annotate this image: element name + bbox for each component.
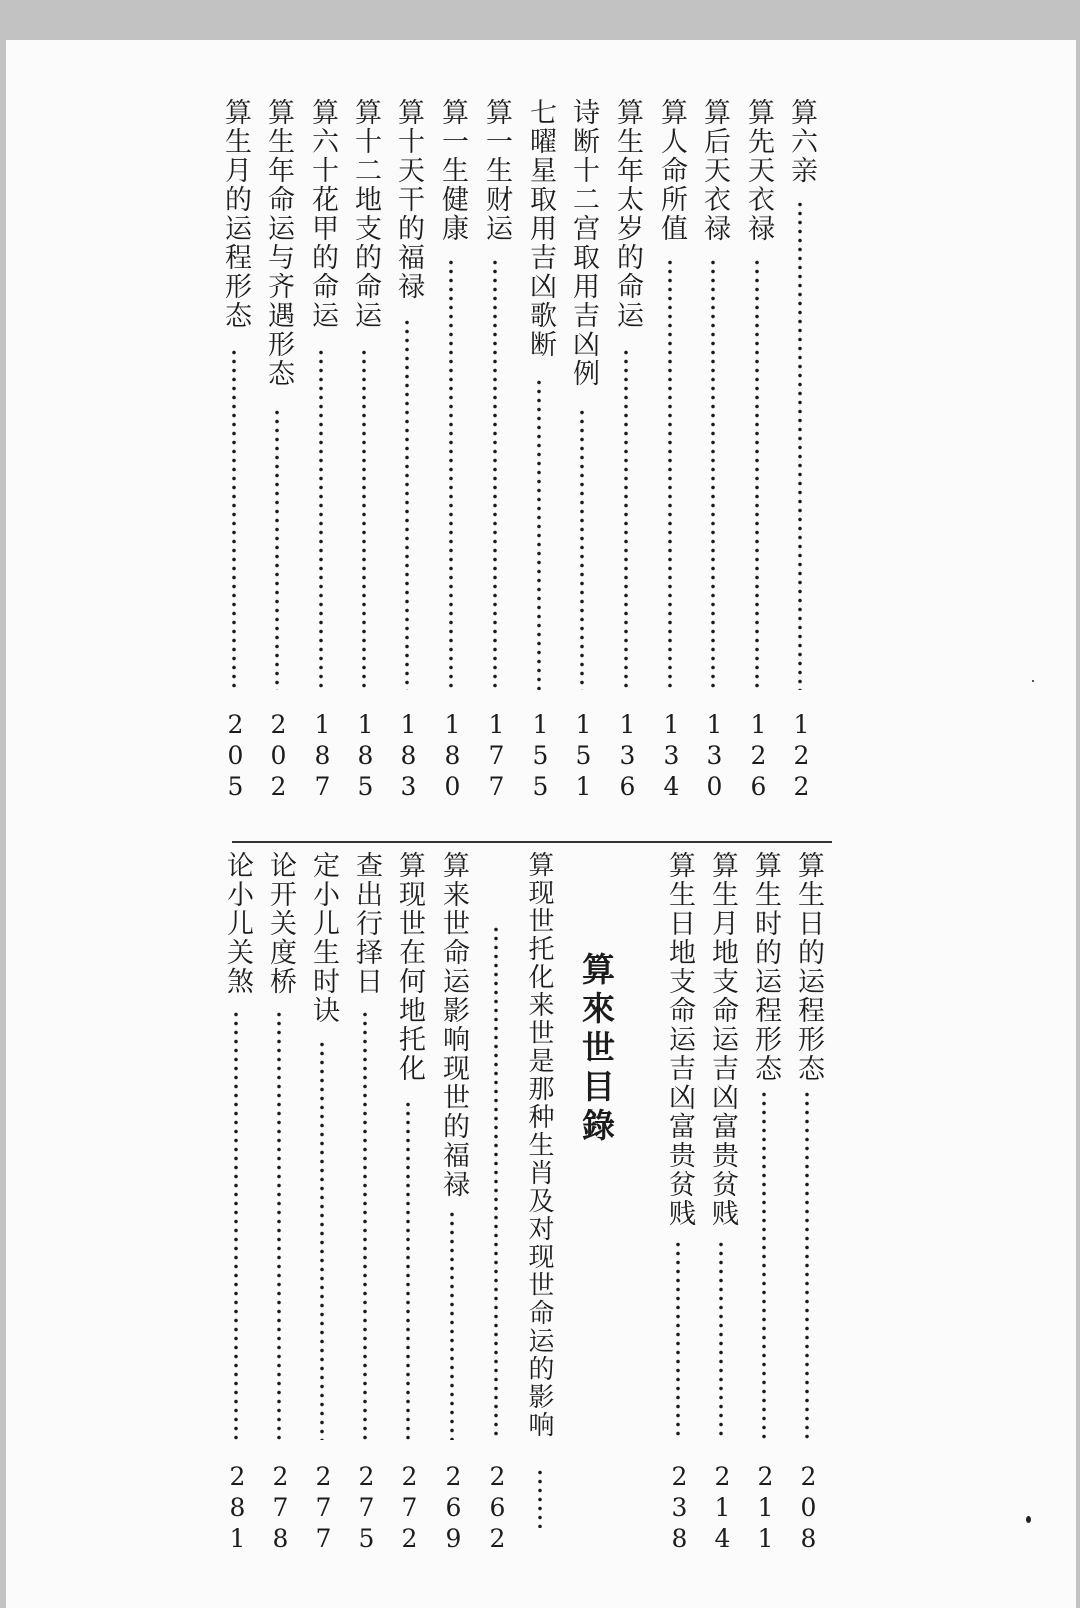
toc-entry-title: 算六亲: [786, 98, 817, 185]
leader-dots: [579, 408, 585, 690]
toc-entry-title: 算六十花甲的命运: [307, 98, 338, 330]
toc-entry-page: 211: [751, 1462, 780, 1555]
toc-entry-page: 208: [794, 1462, 823, 1555]
toc-entry-page: 185: [351, 710, 380, 803]
leader-dots: [362, 1010, 368, 1440]
toc-entry-page: 134: [657, 710, 686, 803]
toc-entry-title: 算后天衣禄: [699, 98, 730, 243]
toc-entry-page: 183: [394, 710, 423, 803]
leader-dots: [361, 348, 367, 690]
scan-speck: [1032, 680, 1034, 682]
leader-dots: [710, 258, 716, 690]
toc-entry-title: 定小儿生时诀: [308, 851, 339, 1025]
section-heading: 算來世目錄: [577, 952, 616, 1147]
leader-dots: [804, 1090, 810, 1440]
toc-entry-page: 205: [221, 710, 250, 803]
toc-entry-title: 算生时的运程形态: [750, 851, 781, 1083]
toc-entry-page: 177: [482, 710, 511, 803]
toc-entry-title: 算现世托化来世是那种生肖及对现世命运的影响: [524, 851, 554, 1439]
toc-entry-title: 算生月地支命运吉凶富贵贫贱: [707, 851, 738, 1228]
scan-speck: [1026, 1516, 1031, 1523]
toc-entry-title: 算一生财运: [481, 98, 512, 243]
leader-dots: [233, 1010, 239, 1440]
leader-dots: [404, 318, 410, 690]
toc-entry-page: 202: [264, 710, 293, 803]
toc-entry-title: 查出行择日: [351, 851, 382, 996]
toc-entry-page: 278: [266, 1462, 295, 1555]
toc-entry-page: 238: [665, 1462, 694, 1555]
leader-dots: [318, 348, 324, 690]
toc-entry-title: 论开关度桥: [265, 851, 296, 996]
toc-entry-page: 151: [569, 710, 598, 803]
toc-entry-page: 136: [613, 710, 642, 803]
leader-dots: [537, 1468, 543, 1528]
leader-dots: [761, 1090, 767, 1440]
toc-entry-page: 262: [483, 1462, 512, 1555]
leader-dots: [492, 258, 498, 690]
leader-dots: [319, 1040, 325, 1440]
toc-entry-title: 算来世命运影响现世的福禄: [438, 851, 469, 1199]
toc-entry-title: 算先天衣禄: [743, 98, 774, 243]
leader-dots: [405, 1100, 411, 1440]
leader-dots: [797, 200, 803, 690]
toc-entry-title: 算生月的运程形态: [220, 98, 251, 330]
toc-entry-page: 122: [787, 710, 816, 803]
leader-dots: [718, 1240, 724, 1440]
toc-entry-title: 算一生健康: [437, 98, 468, 243]
toc-entry-page: 277: [309, 1462, 338, 1555]
toc-entry-title: 算生年太岁的命运: [612, 98, 643, 330]
toc-entry-page: 275: [352, 1462, 381, 1555]
leader-dots: [276, 1010, 282, 1440]
section-divider: [232, 841, 832, 843]
toc-entry-page: 155: [526, 710, 555, 803]
toc-entry-title: 算人命所值: [656, 98, 687, 243]
toc-entry-title: 算生日的运程形态: [793, 851, 824, 1083]
toc-entry-title: 算十二地支的命运: [350, 98, 381, 330]
toc-entry-page: 180: [438, 710, 467, 803]
toc-entry-title: 诗断十二宫取用吉凶例: [568, 98, 599, 388]
toc-entry-page: 187: [308, 710, 337, 803]
toc-entry-page: 269: [439, 1462, 468, 1555]
toc-entry-title: 算生日地支命运吉凶富贵贫贱: [664, 851, 695, 1228]
toc-entry-title: 七曜星取用吉凶歌断: [525, 98, 556, 359]
toc-entry-page: 272: [395, 1462, 424, 1555]
leader-dots: [493, 925, 499, 1440]
toc-entry-page: 130: [700, 710, 729, 803]
leader-dots: [536, 378, 542, 690]
leader-dots: [448, 258, 454, 690]
toc-entry-title: 论小儿关煞: [222, 851, 253, 996]
toc-entry-page: 126: [744, 710, 773, 803]
leader-dots: [623, 348, 629, 690]
toc-entry-title: 算十天干的福禄: [393, 98, 424, 301]
leader-dots: [274, 408, 280, 690]
leader-dots: [231, 348, 237, 690]
toc-entry-title: 算现世在何地托化: [394, 851, 425, 1083]
leader-dots: [754, 258, 760, 690]
leader-dots: [667, 258, 673, 690]
toc-entry-title: 算生年命运与齐遇形态: [263, 98, 294, 388]
toc-entry-page: 214: [708, 1462, 737, 1555]
leader-dots: [449, 1210, 455, 1440]
leader-dots: [675, 1240, 681, 1440]
toc-entry-page: 281: [223, 1462, 252, 1555]
